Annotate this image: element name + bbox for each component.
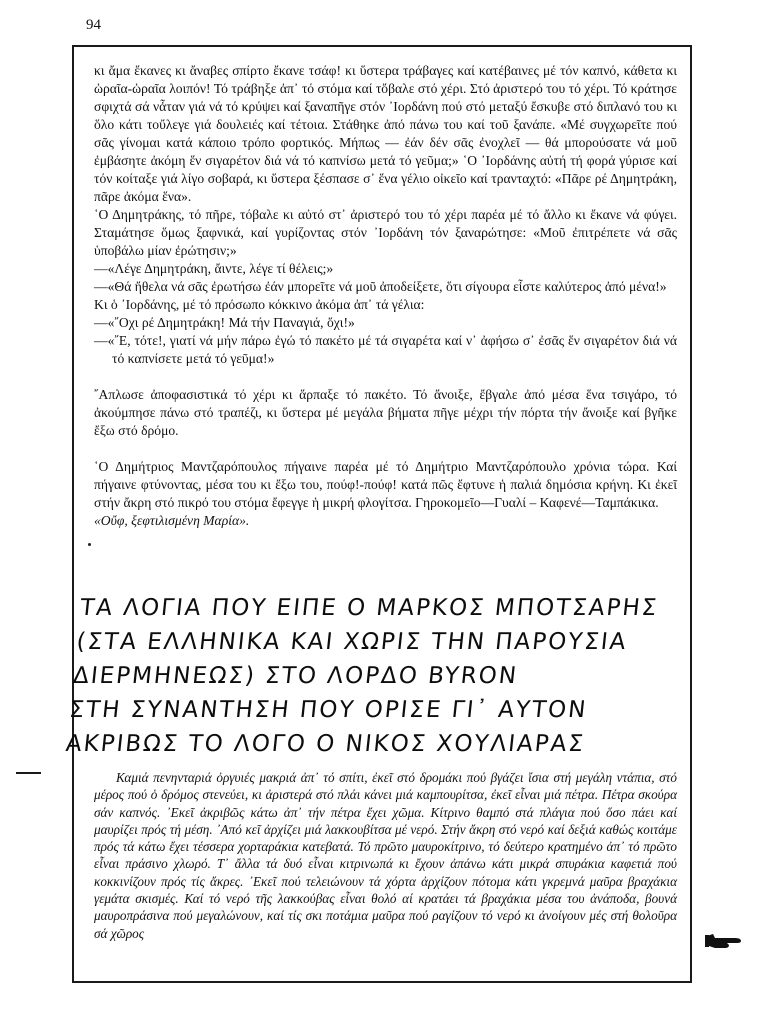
handwritten-line: ΤΑ ΛΟΓΙΑ ΠΟΥ ΕΙΠΕ Ο ΜΑΡΚΟΣ ΜΠΟΤΣΑΡΗΣ	[78, 595, 660, 621]
paragraph: ῾Ο Δημήτριος Μαντζαρόπουλος πήγαινε παρέα μέ τό Δημήτριο Μαντζαρόπουλο χρόνια τώρα. Καί πήγαινε φτύνοντας, μέσα του κι ἔξω του, πούφ!-πούφ! κατά πῶς ἔφτυνε ἡ παλιά δημόσια κρήνη. Κι ἐκεῖ στήν ἄκρη στό πικρό του στόμα ἔφεγγε ἡ μικρή φλογίτσα. Γηροκομεῖο—Γυαλί – Καφενέ—Ταμπάκικα.	[94, 459, 677, 510]
page-number: 94	[86, 17, 101, 33]
upper-text-block	[94, 62, 677, 530]
lower-text-block	[94, 769, 677, 942]
italic-paragraph: Καμιά πενηνταριά ὀργυιές μακριά ἀπ᾿ τό σπίτι, ἐκεῖ στό δρομάκι πού βγάζει ἴσια στή μεγάλη ντάπια, στό μέρος πού ὁ δρόμος στενεύει, κι ἀριστερά στό πλάι κάνει μιά καμπουρίτσα, ἐκεῖ εἶναι μιά πέτρα. Πέτρα σκούρα σάν καπνός. ᾿Εκεῖ ἀκριβῶς κάτω ἀπ᾿ τήν πέτρα ἔχει χῶμα. Κίτρινο θαμπό στά πλάγια πού ὅσο πάει καί μαυρίζει πρός τή μέση. ᾿Από κεῖ ἀρχίζει μιά λακκουβίτσα μέ νερό. Στήν ἄκρη στό νερό καί δεξιά καθώς κοιτάμε πρός τά κάτω ἔχει τέσσερα χορταράκια κατεβατά. Τό πρῶτο μαυροκίτρινο, τό δεύτερο κρατημένο ἀπ᾿ τό πρῶτο εἶναι πράσινο χλωρό. Τ᾿ ἄλλα τά δυό εἶναι κιτρινωπά κι ἔχουν ἀπάνω κάτι μικρά σπυράκια καφετιά πού κοκκινίζουν πρός τίς ἄκρες. ᾿Εκεῖ πού τελειώνουν τά χόρτα ἀρχίζουν πότομα κάτι γκρεμνά μαῦρα βραχάκια γεμάτα σκισμές. Καί τό νερό τῆς λακκούβας εἶναι θολό αί κρατάει τά βραχάκια μέσα του ἀνάποδα, βουνά μαυροπράσινα πού μεγαλώνουν, καί τίς σκι ποτάμια μαῦρα πού ραγίζουν τό νερό κι ἀνοίγουν μές στή θολοῦρα σά χῶρος	[94, 770, 677, 941]
pointing-hand-icon	[705, 930, 745, 957]
paragraph: ῾Ο Δημητράκης, τό πῆρε, τόβαλε κι αὐτό στ᾿ ἀριστερό του τό χέρι παρέα μέ τό ἄλλο κι ἔκανε νά φύγει. Σταμάτησε ὅμως ξαφνικά, καί γυρίζοντας στόν ᾿Ιορδάνη τόν ξαναρώτησε: «Μοῦ ἐπιτρέπετε νά σᾶς ὑποβάλω μίαν ἐρώτησιν;»	[94, 207, 677, 258]
italic-quote: «Οὔφ, ξεφτιλισμένη Μαρία».	[94, 513, 250, 528]
dialogue-line: —«῎Ε, τότε!, γιατί νά μήν πάρω ἐγώ τό πακέτο μέ τά σιγαρέτα καί ν᾿ ἀφήσω σ᾿ ἐσᾶς ἕν σιγαρέτον διά νά τό καπνίσετε μετά τό γεῦμα!»	[94, 333, 677, 366]
paragraph: κι ἄμα ἔκανες κι ἄναβες σπίρτο ἔκανε τσάφ! κι ὕστερα τράβαγες καί κατέβαινες μέ τόν καπνό, κάθετα κι ὡραῖα-ὡραῖα λοιπόν! Τό τράβηξε ἀπ᾿ τό στόμα καί τὄβαλε στό χέρι. Στό ἀριστερό του τό χέρι. Τό κράτησε σφιχτά σά νἆταν γιά νά τό κρύψει καί ξαναπῆγε στόν ᾿Ιορδάνη πού στό μεταξύ ἔσκυβε στό διπλανό του κι ὅλο κάτι τοὔλεγε γιά δουλειές καί τέτοια. Στάθηκε ἀπό πάνω του καί τοῦ ξανάπε. «Μέ συγχωρεῖτε πού σᾶς γίνομαι κατά κάποιο τρόπο φορτικός. Μήπως — ἐάν δέν σᾶς ἐνοχλεῖ — θά μπορούσατε νά μοῦ ἐμβάσητε ἀκόμη ἕν σιγαρέτον διά νά τό καπνίσω μετά τό γεῦμα;» ῾Ο ᾿Ιορδάνης αὐτή τή φορά γύρισε καί τόν κοίταξε γιά λίγο σοβαρά, κι ὕστερα ξέσπασε σ᾿ ἕνα γέλιο οἰκεῖο καί τρανταχτό: «Πᾶρε ρέ Δημητράκη, πᾶρε ἀκόμα ἕνα».	[94, 63, 677, 204]
handwritten-line: (ΣΤΑ ΕΛΛΗΝΙΚΑ ΚΑΙ ΧΩΡΙΣ ΤΗΝ ΠΑΡΟΥΣΙΑ	[75, 629, 629, 655]
handwritten-line: ΔΙΕΡΜΗΝΕΩΣ) ΣΤΟ ΛΟΡΔΟ BYRON	[71, 663, 520, 689]
dialogue-line: —«῎Οχι ρέ Δημητράκη! Μά τήν Παναγιά, ὄχι!»	[94, 315, 355, 330]
handwritten-line: ΑΚΡΙΒΩΣ ΤΟ ΛΟΓΟ Ο ΝΙΚΟΣ ΧΟΥΛΙΑΡΑΣ	[64, 731, 587, 757]
handwritten-line: ΣΤΗ ΣΥΝΑΝΤΗΣΗ ΠΟΥ ΟΡΙΣΕ ΓΙ᾿ ΑΥΤΟΝ	[68, 697, 589, 723]
dialogue-line: —«Λέγε Δημητράκη, ἄιντε, λέγε τί θέλεις;»	[94, 261, 334, 276]
paragraph: ῎Απλωσε ἀποφασιστικά τό χέρι κι ἅρπαξε τό πακέτο. Τό ἄνοιξε, ἔβγαλε ἀπό μέσα ἕνα τσιγάρο, τό ἀκούμπησε πάνω στό τραπέζι, κι ὕστερα μέ μεγάλα βήματα πῆγε μέχρι τήν πόρτα τήν ἄνοιξε καί βγῆκε ἔξω στό δρόμο.	[94, 387, 677, 438]
margin-rule	[16, 772, 41, 774]
paragraph: Κι ὁ ᾿Ιορδάνης, μέ τό πρόσωπο κόκκινο ἀκόμα ἀπ᾿ τά γέλια:	[94, 297, 425, 312]
dialogue-line: —«Θά ἤθελα νά σᾶς ἐρωτήσω ἐάν μπορεῖτε νά μοῦ ἀποδείξετε, ὅτι σίγουρα εἶστε καλύτερος ἀπό μένα!»	[94, 279, 667, 294]
handwritten-heading	[64, 591, 687, 761]
